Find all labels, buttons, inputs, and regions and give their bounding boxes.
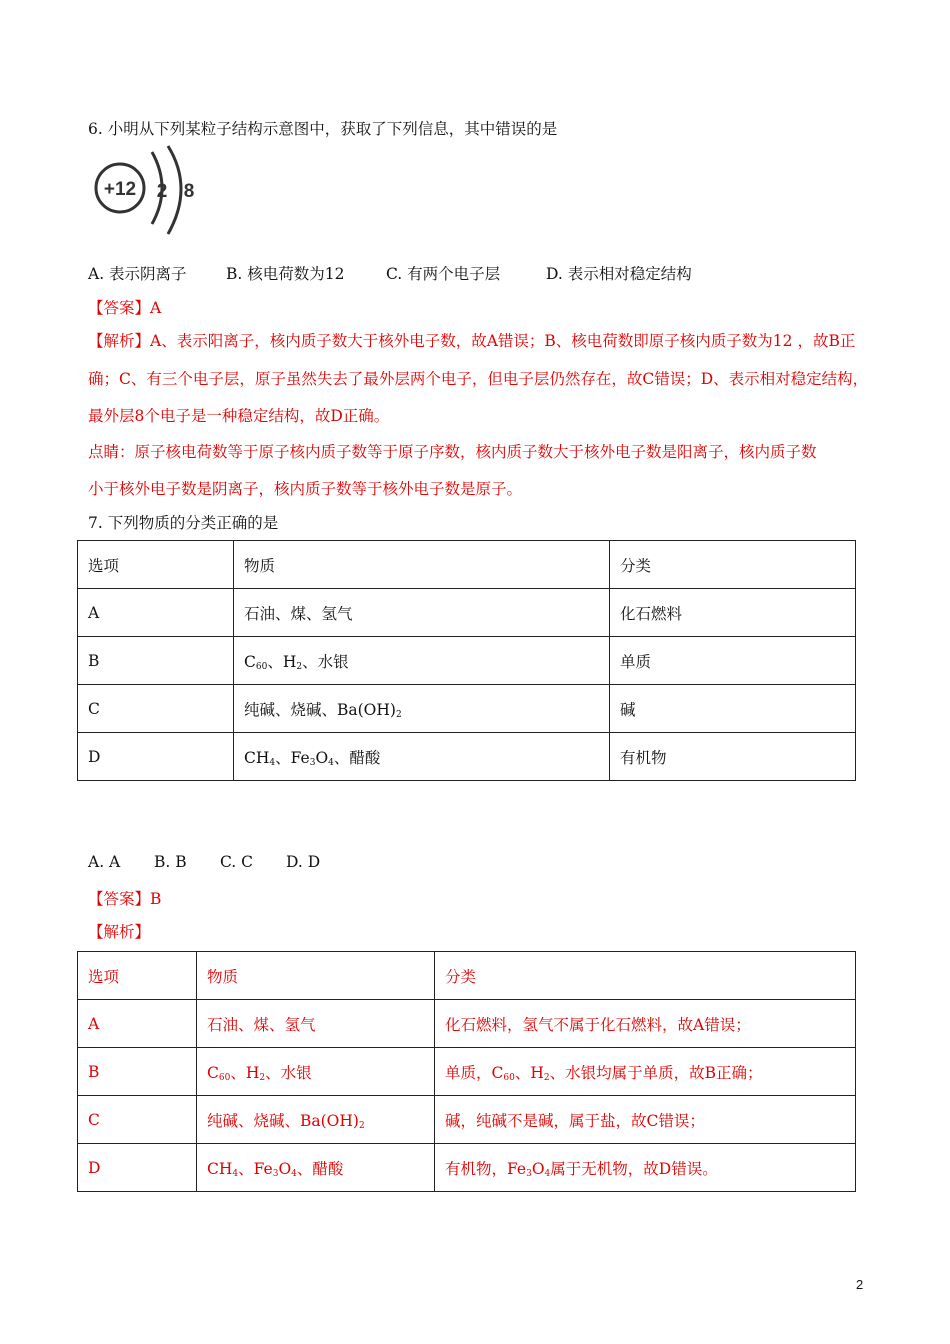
q7-option-c: C. C [220, 853, 254, 871]
q7-option-a: A. A [88, 853, 121, 871]
cell-option: B [78, 1048, 197, 1096]
table-row [78, 1048, 856, 1096]
q6-options [88, 262, 692, 284]
table-row [78, 1096, 856, 1144]
atom-structure-diagram [88, 142, 228, 242]
header-substance: 物质 [234, 541, 610, 589]
q6-option-d: D. 表示相对稳定结构 [546, 265, 692, 283]
q6-answer: 【答案】A [88, 299, 162, 317]
table-row [78, 1144, 856, 1192]
header-category: 分类 [610, 541, 856, 589]
q7-answer: 【答案】B [88, 890, 162, 908]
shell2-electrons: 8 [183, 181, 195, 202]
header-substance: 物质 [197, 952, 435, 1000]
cell-option: C [78, 685, 234, 733]
header-option: 选项 [78, 541, 234, 589]
cell-category: 单质 [610, 637, 856, 685]
q6-analysis-line-1 [88, 329, 855, 351]
q7-table [77, 540, 856, 781]
table-row [78, 589, 856, 637]
cell-option: D [78, 1144, 197, 1192]
q6-option-b: B. 核电荷数为12 [226, 265, 345, 283]
cell-substance: $C_{60}$、$H_2$、水银 [234, 637, 610, 685]
q6-tip-line-2: 小于核外电子数是阴离子，核内质子数等于核外电子数是原子。 [88, 480, 523, 498]
q7-options [88, 853, 320, 871]
q6-analysis-text-1: A、表示阳离子，核内质子数大于核外电子数，故A错误；B、核电荷数即原子核内质子数为12 ，故B正 [150, 332, 856, 350]
table-row [78, 952, 856, 1000]
cell-category: 化石燃料 [610, 589, 856, 637]
cell-substance: $C_{60}$、$H_2$、水银 [197, 1048, 435, 1096]
cell-option: D [78, 733, 234, 781]
cell-option: B [78, 637, 234, 685]
cell-substance: 石油、煤、氢气 [234, 589, 610, 637]
q6-analysis-label: 【解析】 [88, 332, 151, 350]
cell-category: 碱，纯碱不是碱，属于盐，故C错误； [435, 1096, 856, 1144]
shell1-electrons: 2 [156, 181, 168, 202]
nucleus-charge: +12 [103, 179, 137, 200]
q6-option-a: A. 表示阴离子 [88, 265, 187, 283]
table-row [78, 637, 856, 685]
cell-category: 有机物，$Fe_3O_4$属于无机物，故D错误。 [435, 1144, 856, 1192]
q7-option-b: B. B [154, 853, 187, 871]
q6-tip-line-1: 点睛：原子核电荷数等于原子核内质子数等于原子序数，核内质子数大于核外电子数是阳离子，核内质子数 [88, 443, 817, 461]
cell-option: A [78, 1000, 197, 1048]
shell-arc-2 [168, 146, 181, 234]
table-row [78, 541, 856, 589]
q6-stem: 6. 小明从下列某粒子结构示意图中，获取了下列信息，其中错误的是 [88, 120, 558, 138]
page-number: 2 [856, 1277, 864, 1292]
cell-category: 碱 [610, 685, 856, 733]
header-option: 选项 [78, 952, 197, 1000]
q7-option-d: D. D [286, 853, 321, 871]
cell-category: 单质，$C_{60}$、$H_2$、水银均属于单质，故B正确； [435, 1048, 856, 1096]
cell-substance: $CH_4$、$Fe_3O_4$、醋酸 [197, 1144, 435, 1192]
q6-analysis-line-3: 最外层8个电子是一种稳定结构，故D正确。 [88, 407, 390, 425]
q6-analysis-line-2: 确；C、有三个电子层，原子虽然失去了最外层两个电子，但电子层仍然存在，故C错误；D、表示相对稳定结构， [88, 370, 869, 388]
cell-substance: 纯碱、烧碱、$Ba(OH)_2$ [197, 1096, 435, 1144]
q6-option-c: C. 有两个电子层 [386, 265, 501, 283]
table-row [78, 1000, 856, 1048]
table-row [78, 733, 856, 781]
cell-category: 化石燃料，氢气不属于化石燃料，故A错误； [435, 1000, 856, 1048]
cell-substance: 石油、煤、氢气 [197, 1000, 435, 1048]
cell-category: 有机物 [610, 733, 856, 781]
header-category: 分类 [435, 952, 856, 1000]
q7-stem: 7. 下列物质的分类正确的是 [88, 514, 279, 532]
table-row [78, 685, 856, 733]
cell-option: A [78, 589, 234, 637]
cell-substance: $CH_4$、$Fe_3O_4$、醋酸 [234, 733, 610, 781]
q7-analysis-label: 【解析】 [88, 923, 151, 941]
cell-substance: 纯碱、烧碱、$Ba(OH)_2$ [234, 685, 610, 733]
cell-option: C [78, 1096, 197, 1144]
q7-analysis-table [77, 951, 856, 1192]
